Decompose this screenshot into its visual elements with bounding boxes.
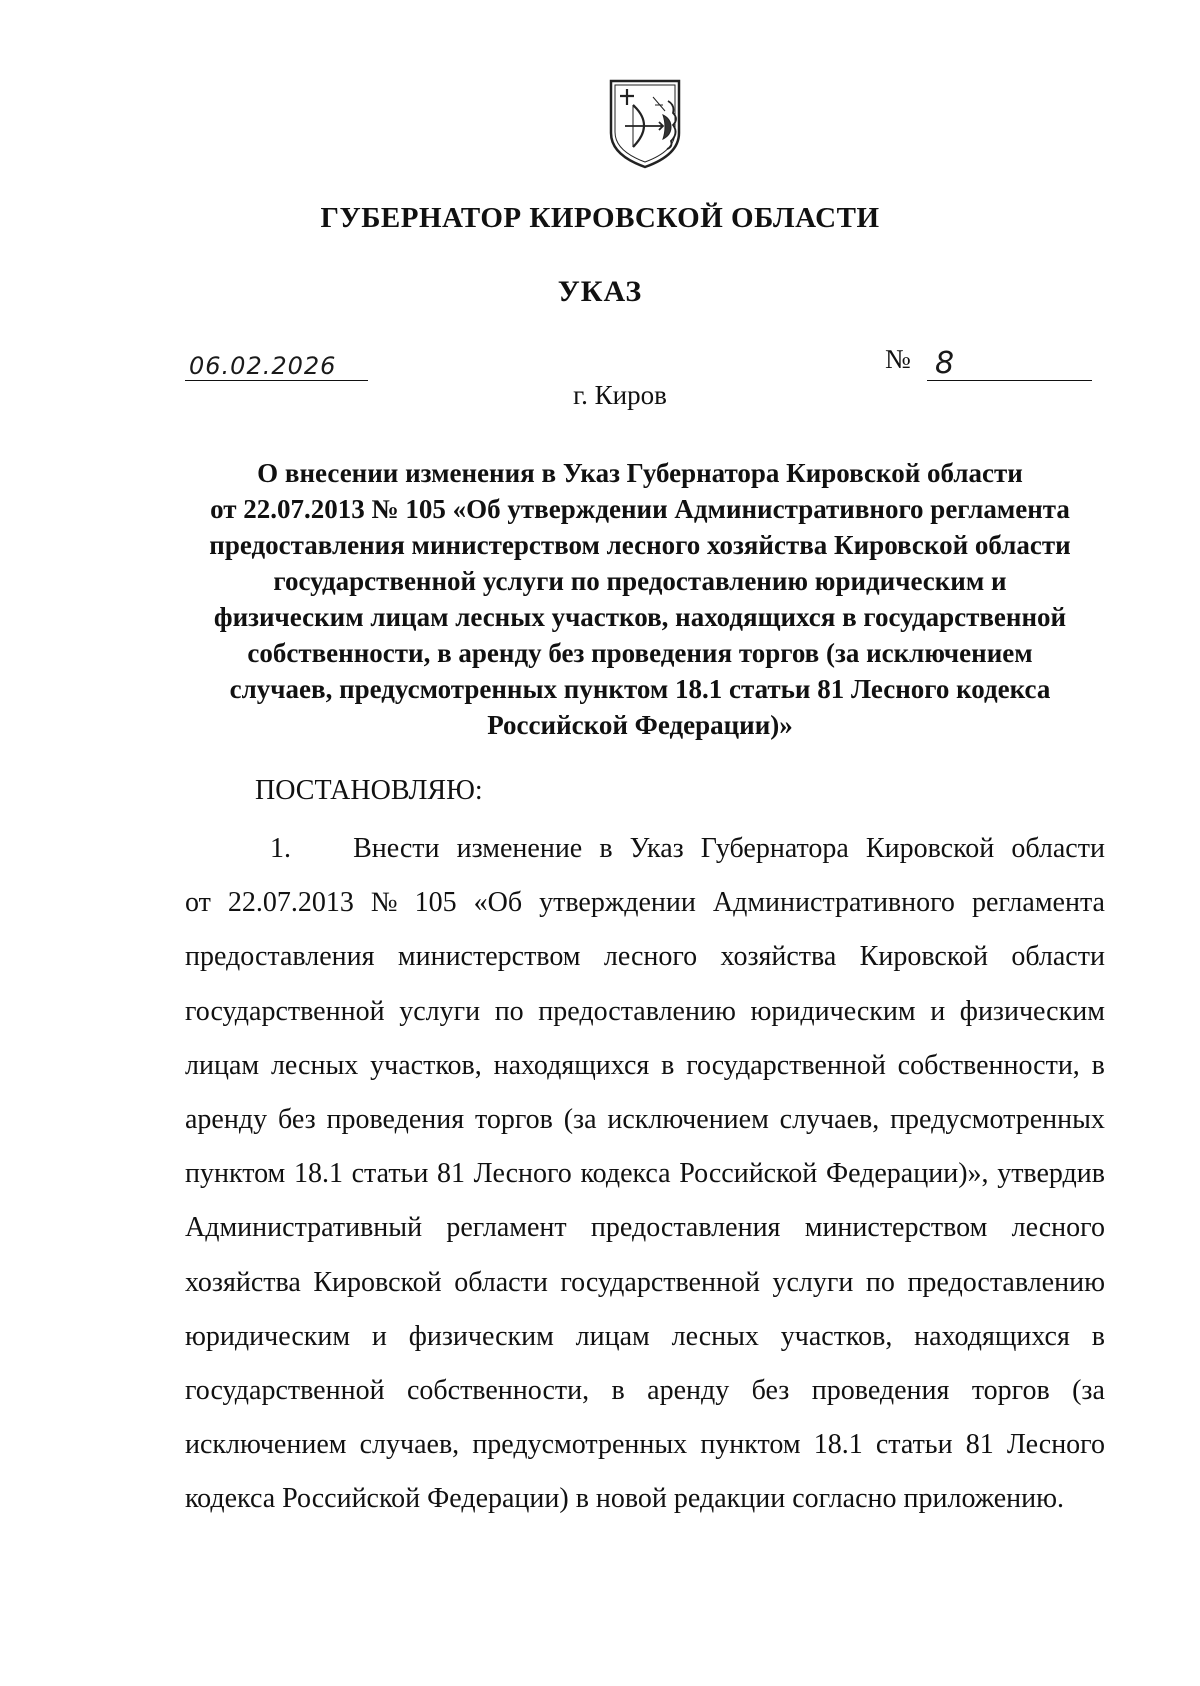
- paragraph-word: и: [371, 1320, 387, 1352]
- paragraph-word: 81: [965, 1429, 994, 1461]
- issuing-authority: ГУБЕРНАТОР КИРОВСКОЙ ОБЛАСТИ: [320, 202, 880, 234]
- paragraph-line: [185, 1418, 1105, 1472]
- paragraph-word: государственной: [560, 1266, 760, 1298]
- paragraph-word: государственной: [686, 1049, 886, 1081]
- paragraph-word: пунктом: [185, 1158, 286, 1190]
- paragraph-word: предоставления: [590, 1212, 781, 1244]
- paragraph-word: случаев,: [779, 1103, 880, 1135]
- paragraph-line: [185, 930, 1105, 984]
- paragraph-word: случаев,: [359, 1429, 460, 1461]
- title-line: предоставления министерством лесного хозяйства Кировской области: [209, 530, 1071, 560]
- paragraph-word: области: [1011, 941, 1105, 973]
- paragraph-word: утверждении: [539, 887, 696, 919]
- paragraph-word: по: [494, 995, 524, 1027]
- title-line: собственности, в аренду без проведения торгов (за исключением: [247, 638, 1033, 668]
- paragraph-word: Лесного: [473, 1158, 572, 1190]
- paragraph-word: лицам: [185, 1049, 260, 1081]
- document-number-field: [927, 346, 1092, 381]
- paragraph-word: Федерации)»,: [825, 1158, 989, 1190]
- paragraph-word: юридическим: [185, 1320, 351, 1352]
- document-number-label: №: [885, 344, 911, 374]
- paragraph-word: Российской: [679, 1158, 818, 1190]
- paragraph-line: [185, 1201, 1105, 1255]
- paragraph-word: министерством: [397, 941, 581, 973]
- paragraph-word: №: [370, 887, 398, 919]
- document-title: [160, 455, 1120, 743]
- paragraph-line: [185, 1256, 1105, 1310]
- paragraph-line: [185, 985, 1105, 1039]
- paragraph-word: регламент: [446, 1212, 567, 1244]
- paragraph-word: лесных: [671, 1320, 759, 1352]
- paragraph-word: министерством: [804, 1212, 988, 1244]
- paragraph-word: Внести: [353, 833, 440, 864]
- paragraph-line: [185, 1364, 1105, 1418]
- paragraph-word: участков,: [780, 1320, 893, 1352]
- paragraph-line: [185, 1093, 1105, 1147]
- paragraph-word: аренду: [647, 1374, 730, 1406]
- paragraph-line: [185, 1147, 1105, 1201]
- paragraph-word: услуги: [772, 1266, 854, 1298]
- paragraph-word: Кировской: [865, 833, 995, 864]
- paragraph-word: регламента: [971, 887, 1105, 919]
- paragraph-word: исключением: [185, 1429, 347, 1461]
- coat-of-arms-icon: [605, 75, 685, 171]
- paragraph-word: лесного: [603, 941, 698, 973]
- title-line: физическим лицам лесных участков, находящихся в государственной: [213, 602, 1067, 632]
- paragraph-word: 22.07.2013: [227, 887, 354, 919]
- paragraph-word: собственности,: [897, 1049, 1080, 1081]
- paragraph-word: государственной: [185, 1374, 385, 1406]
- paragraph-number: 1.: [270, 833, 291, 864]
- document-place: г. Киров: [573, 380, 667, 410]
- paragraph-word: предусмотренных: [890, 1103, 1105, 1135]
- document-date: 06.02.2026: [189, 352, 337, 380]
- paragraph-word: от: [185, 887, 211, 919]
- title-line: Российской Федерации)»: [487, 710, 793, 740]
- paragraph-word: пунктом: [700, 1429, 801, 1461]
- paragraph-word: (за: [563, 1103, 597, 1135]
- paragraph-word: области: [1011, 833, 1105, 864]
- paragraph-word: Административного: [712, 887, 955, 919]
- paragraph-word: физическим: [408, 1320, 554, 1352]
- paragraph-line: [185, 1039, 1105, 1093]
- paragraph-word: предоставлению: [538, 995, 736, 1027]
- paragraph-word: без: [277, 1103, 316, 1135]
- paragraph-word: участков,: [370, 1049, 482, 1081]
- paragraph-word: в: [1091, 1320, 1105, 1352]
- paragraph-word: лесных: [270, 1049, 359, 1081]
- paragraph-word: проведения: [326, 1103, 465, 1135]
- paragraph-word: 81: [436, 1158, 465, 1190]
- paragraph-word: торгов: [971, 1374, 1050, 1406]
- paragraph-word: юридическим: [750, 995, 916, 1027]
- decree-word: ПОСТАНОВЛЯЮ:: [255, 775, 483, 806]
- paragraph-word: лесного: [1011, 1212, 1105, 1244]
- paragraph-word: хозяйства: [720, 941, 837, 973]
- paragraph-word: аренду: [185, 1103, 268, 1135]
- paragraph-word: утвердив: [997, 1158, 1105, 1190]
- paragraph-word: находящихся: [914, 1320, 1070, 1352]
- paragraph-word: лицам: [575, 1320, 650, 1352]
- document-number: 8: [935, 346, 956, 381]
- paragraph-word: области: [454, 1266, 548, 1298]
- paragraph-word: Лесного: [1006, 1429, 1105, 1461]
- paragraph-word: собственности,: [406, 1374, 590, 1406]
- paragraph-word: и: [930, 995, 946, 1027]
- paragraph-word: предусмотренных: [472, 1429, 688, 1461]
- paragraph-word: статьи: [875, 1429, 953, 1461]
- title-line: случаев, предусмотренных пунктом 18.1 статьи 81 Лесного кодекса: [229, 674, 1051, 704]
- title-line: государственной услуги по предоставлению юридическим и: [273, 566, 1007, 596]
- paragraph-1: [185, 822, 1105, 1526]
- paragraph-word: торгов: [474, 1103, 553, 1135]
- paragraph-word: находящихся: [493, 1049, 650, 1081]
- paragraph-word: Административный: [185, 1212, 423, 1244]
- document-type-heading: УКАЗ: [557, 275, 643, 308]
- paragraph-word: кодекса: [580, 1158, 671, 1190]
- paragraph-word: физическим: [959, 995, 1105, 1027]
- paragraph-line: [185, 1310, 1105, 1364]
- paragraph-word: предоставления: [185, 941, 375, 973]
- document-date-field: [185, 350, 368, 381]
- title-line: от 22.07.2013 № 105 «Об утверждении Административного регламента: [210, 494, 1070, 524]
- paragraph-word: хозяйства: [185, 1266, 301, 1298]
- paragraph-line-text: кодекса Российской Федерации) в новой редакции согласно приложению.: [185, 1483, 1065, 1515]
- paragraph-word: услуги: [399, 995, 481, 1027]
- title-line: О внесении изменения в Указ Губернатора Кировской области: [257, 458, 1023, 488]
- paragraph-word: статьи: [351, 1158, 429, 1190]
- paragraph-word: 18.1: [293, 1158, 343, 1190]
- paragraph-word: Указ: [629, 833, 684, 864]
- paragraph-word: государственной: [185, 995, 385, 1027]
- paragraph-word: проведения: [811, 1374, 950, 1406]
- paragraph-word: (за: [1072, 1374, 1105, 1406]
- paragraph-word: по: [865, 1266, 895, 1298]
- paragraph-word: предоставлению: [907, 1266, 1105, 1298]
- paragraph-word: без: [751, 1374, 790, 1406]
- paragraph-word: изменение: [456, 833, 583, 864]
- paragraph-word: 105: [414, 887, 457, 919]
- paragraph-word: исключением: [607, 1103, 769, 1135]
- paragraph-line: [185, 876, 1105, 930]
- paragraph-line: [185, 822, 1105, 876]
- paragraph-word: Губернатора: [700, 833, 849, 864]
- paragraph-line: [185, 1472, 1105, 1526]
- paragraph-word: Кировской: [313, 1266, 442, 1298]
- paragraph-word: в: [661, 1049, 675, 1081]
- paragraph-word: в: [611, 1374, 625, 1406]
- paragraph-word: Кировской: [859, 941, 988, 973]
- paragraph-word: 18.1: [813, 1429, 863, 1461]
- paragraph-word: в: [1091, 1049, 1105, 1081]
- paragraph-word: «Об: [473, 887, 523, 919]
- paragraph-word: в: [599, 833, 613, 864]
